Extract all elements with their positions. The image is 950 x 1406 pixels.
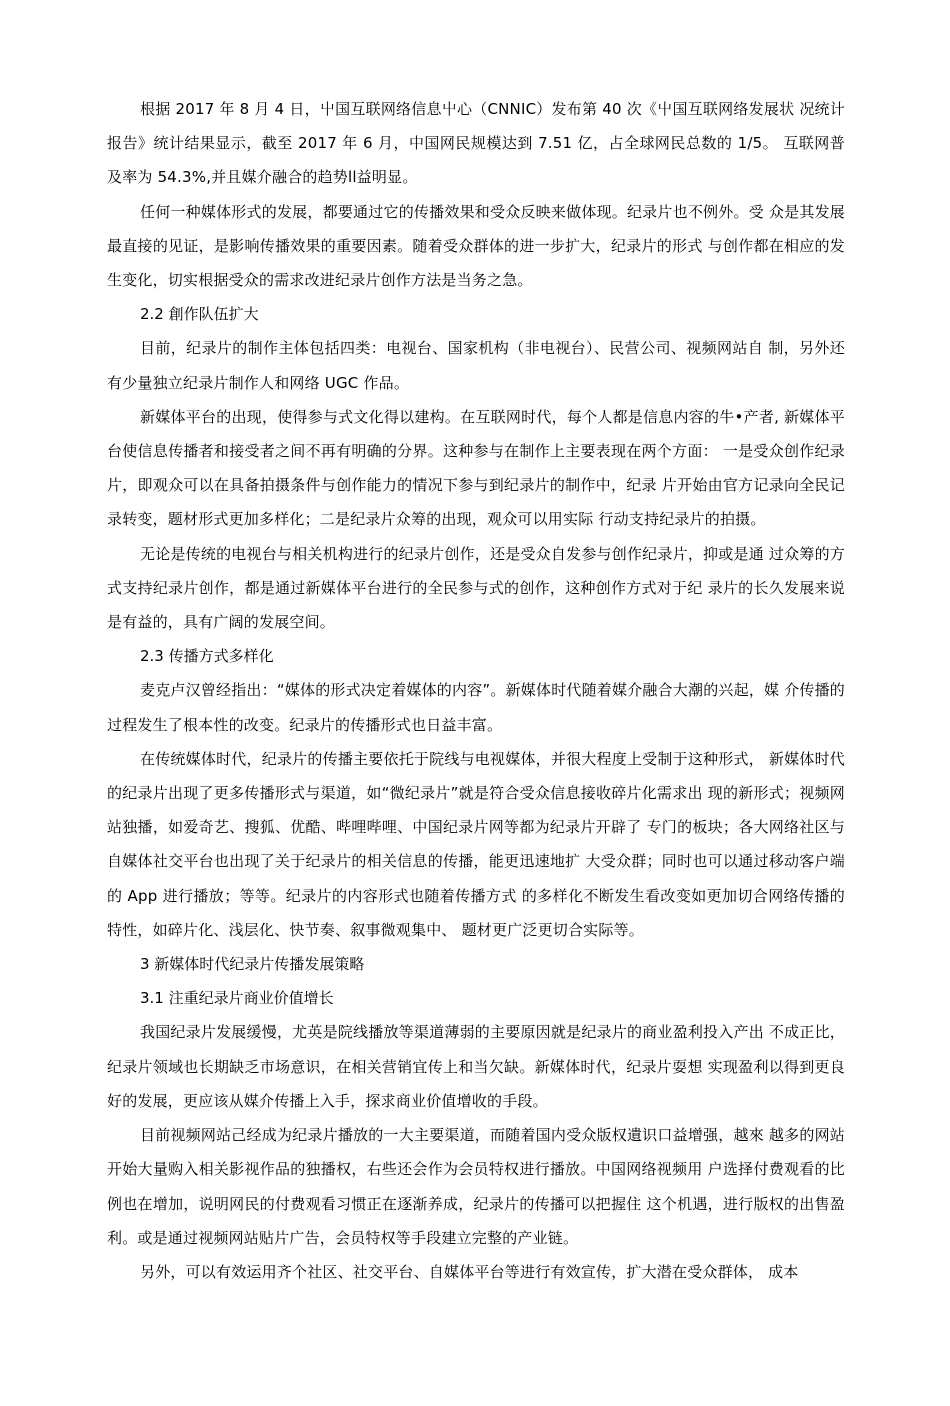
paragraph-public-participation: 无论是传统的电视台与相关机构进行的纪录片创作，还是受众自发参与创作纪录片，抑或是通 过众筹的方式支持纪录片创作，都是通过新媒体平台进行的全民参与式的创作，这种创作方式对于纪 录片的长久发展来说是有益的，具有广阔的发展空间。 (107, 544, 845, 632)
document-body (107, 92, 845, 1289)
section-heading-2-3: 2.3 传播方式多样化 (140, 647, 274, 666)
paragraph-mcluhan: 麦克卢汉曾经指出：“媒体的形式决定着媒体的内容”。新媒体时代随着媒介融合大潮的兴起，媒 介传播的过程发生了根本性的改变。纪录片的传播形式也日益丰富。 (107, 681, 845, 734)
paragraph-participatory-culture: 新媒体平台的出现，使得参与式文化得以建构。在互联网时代，每个人都是信息内容的牛•产者, 新媒体平台使信息传播者和接受者之间不再有明确的分界。这种参与在制作上主要表现在两个方面： 一是受众创作纪录片，即观众可以在具备拍摄条件与创作能力的情况下参与到纪录片的制作中，纪录 片开始由官方记录向全民记录转变，题材形式更加多样化；二是纪录片众筹的出现，观众可以用实际 行动支持纪录片的拍摄。 (107, 407, 845, 529)
paragraph-commercial-value: 我国纪录片发展缓慢，尤英是院线播放等渠道薄弱的主要原因就是纪录片的商业盈利投入产出 不成正比，纪录片领域也长期缺乏市场意识，在相关营销宜传上和当欠缺。新媒体时代，纪录片耍想 实现盈利以得到更良好的发展，更应该从媒介传播上入手，探求商业价值增收的手段。 (107, 1023, 845, 1110)
paragraph-production-entities: 目前，纪录片的制作主体包括四类：电视台、国家机构（非电视台）、民营公司、视频网站自 制，另外还有少量独立纪录片制作人和网络 UGC 作品。 (107, 339, 845, 392)
paragraph-audience-feedback: 任何一种媒体形式的发展，都要通过它的传播效果和受众反映来做体现。纪录片也不例外。受 众是其发展最直接的见证，是影响传播效果的重要因素。随着受众群体的进一步扩大，纪录片的形式 与创作都在相应的发生变化，切实根据受众的需求改进纪录片创作方法是当务之急。 (107, 202, 845, 290)
section-heading-2-2: 2.2 創作队伍扩大 (140, 305, 259, 324)
paragraph-social-platforms: 另外，可以有效运用齐个社区、社交平台、自媒体平台等进行有效宣传，扩大潜在受众群体， 成本 (140, 1262, 799, 1281)
section-heading-3: 3 新媒体时代纪录片传播发展策略 (140, 955, 365, 974)
paragraph-video-websites: 目前视频网站己经成为纪录片播放的一大主要渠道，而随着国内受众版权遺识口益增强，越來 越多的网站开始大量购入相关影视作品的独播权，右些还会作为会员特权进行播放。中国网络视频用 户选择付费观看的比例也在增加，说明网民的付费观看习惯正在逐渐养成，纪录片的传播可以把握住 这个机遇，进行版权的出售盈利。或是通过视频网站贴片广告，会员特权等手段建立完整的产业链。 (107, 1126, 845, 1247)
paragraph-traditional-media: 在传统媒体时代，纪录片的传播主要依托于院线与电视媒体，并很大程度上受制于这种形式， 新媒体时代的纪录片出现了更多传播形式与渠道，如“微纪录片”就是符合受众信息接收碎片化需求出 现的新形式；视频网站独播，如爱奇艺、搜狐、优酷、哔哩哔哩、中国纪录片网等都为纪录片开辟了 专门的板块；各大网络社区与自媒体社交平台也出现了关于纪录片的相关信息的传播，能更迅速地扩 大受众群；同时也可以通过移动客户端的 App 进行播放；等等。纪录片的内容形式也随着传播方式 的多样化不断发生看改变如更加切合网络传播的特性，如碎片化、浅层化、快节奏、叙事微观集中、 题材更广泛更切合实际等。 (107, 749, 845, 939)
paragraph-cnnic-report: 根据 2017 年 8 月 4 日，屮国互联网络信息屮心（CNNIC）发布第 40 次《屮国互联网络发展状 况统计报告》统计结果显示，截至 2017 年 6 月，中国网民规模达到 7.51 亿，占全球网民总数的 1/5。 互联网普及率为 54.3%,并且媒介融合的趋势ll益明显。 (107, 100, 845, 187)
section-heading-3-1: 3.1 注重纪录片商业价值增长 (140, 989, 334, 1008)
